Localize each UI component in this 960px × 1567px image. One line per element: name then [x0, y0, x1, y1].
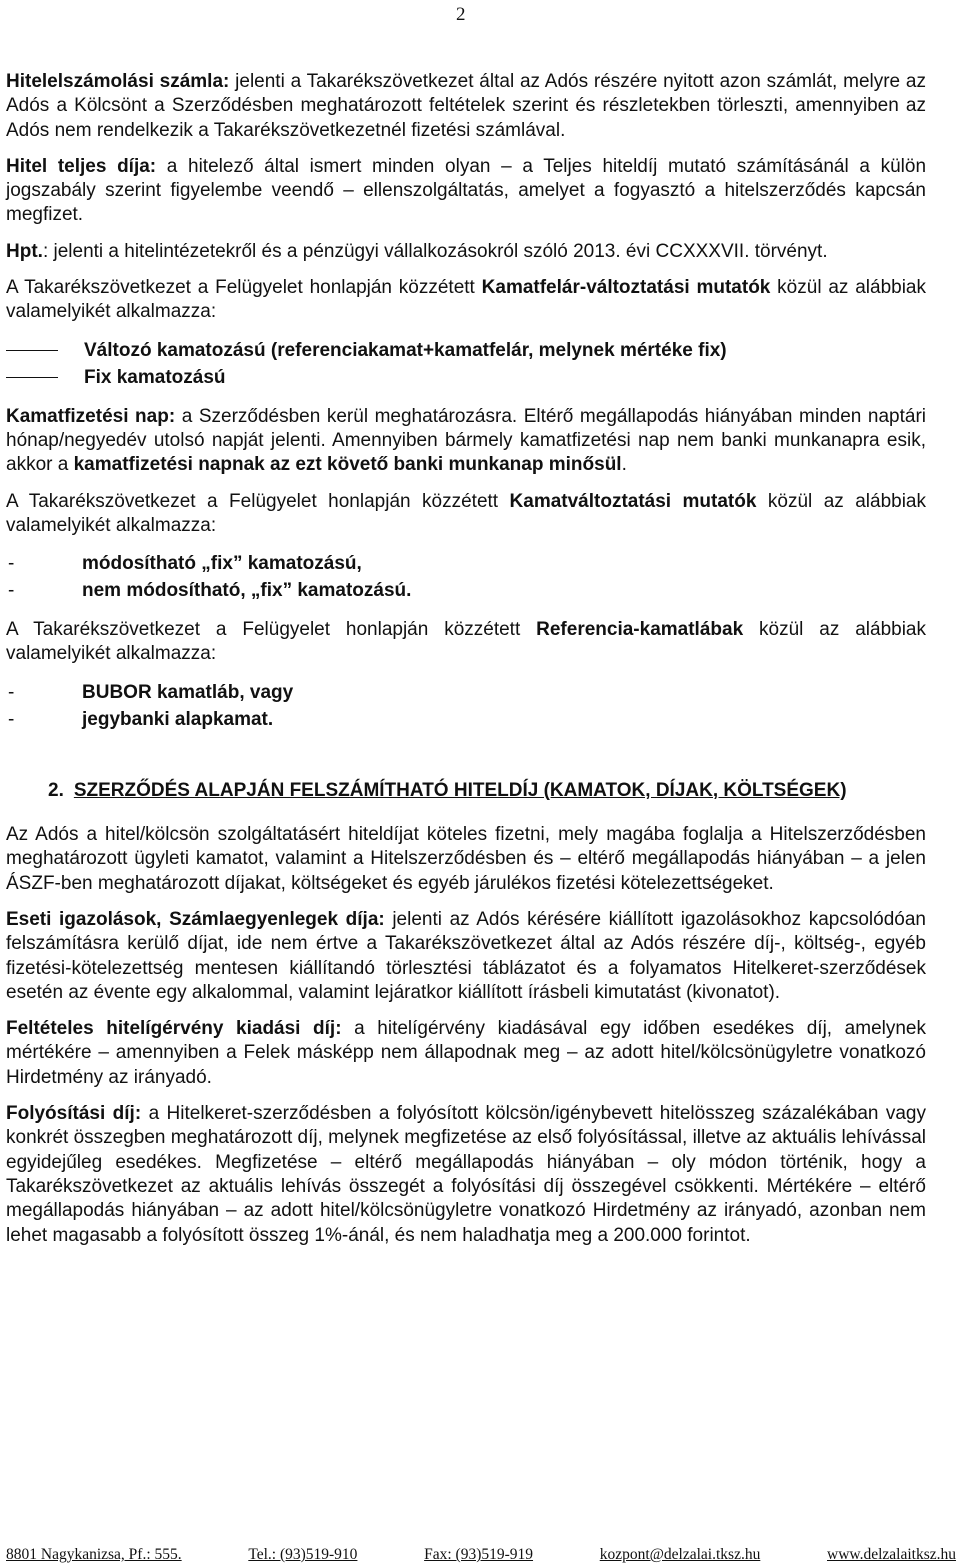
paragraph-bold: Kamatváltoztatási mutatók	[509, 490, 757, 512]
paragraph-bold: Referencia-kamatlábak	[536, 619, 744, 641]
section-heading	[6, 779, 926, 803]
page-footer	[6, 1546, 956, 1564]
paragraph-bold: kamatfizetési napnak az ezt követő banki munkanap minősül	[73, 454, 622, 476]
definition-term: Kamatfizetési nap:	[6, 405, 176, 427]
definition-term: Hitel teljes díja:	[6, 155, 157, 177]
paragraph-text: A Takarékszövetkezet a Felügyelet honlapján közzétett	[6, 619, 537, 641]
footer-address: 8801 Nagykanizsa, Pf.: 555.	[6, 1546, 182, 1563]
page-number: 2	[456, 4, 466, 25]
footer-website: www.delzalaitksz.hu	[827, 1546, 956, 1563]
section-title: SZERZŐDÉS ALAPJÁN FELSZÁMÍTHATÓ HITELDÍJ (KAMATOK, DÍJAK, KÖLTSÉGEK)	[73, 779, 847, 801]
definition-hitel-teljes-dija	[6, 155, 926, 228]
definition-term: Eseti igazolások, Számlaegyenlegek díja:	[6, 908, 385, 930]
list-item: Fix kamatozású	[6, 364, 926, 391]
paragraph-text: közül az alábbiak valamelyikét alkalmazza:	[6, 619, 926, 665]
paragraph-hiteldij: Az Adós a hitel/kölcsön szolgáltatásért hiteldíjat köteles fizetni, mely magába foglalja a Hitelszerződésben meghatározott ügyleti kamatot, valamint a Hitelszerződésben és – eltérő megállapodás hiányában – a jelen ÁSZF-ben meghatározott díjakat, költségeket és egyéb járulékos fizetési kötelezettségeket.	[6, 824, 926, 894]
definition-text: : jelenti a hitelintézetekről és a pénzügyi vállalkozásokról szóló 2013. évi CCXXXVII. törvényt.	[42, 240, 828, 262]
definition-text: a hitelígérvény kiadásával egy időben esedékes díj, amelynek mértékére – amennyiben a Felek másképp nem állapodnak meg – az adott hitel/kölcsönügyletre vonatkozó Hirdetmény az irányadó.	[6, 1018, 926, 1088]
definition-hpt	[6, 240, 926, 264]
section-number: 2.	[48, 779, 64, 801]
paragraph-bold: Kamatfelár-változtatási mutatók	[481, 277, 771, 299]
paragraph-text: A Takarékszövetkezet a Felügyelet honlapján közzétett	[6, 490, 510, 512]
definition-text: jelenti az Adós kérésére kiállított igazolásokhoz kapcsolódóan felszámításra kerülő díjat, ide nem értve a Takarékszövetkezet által az Adós részére díj-, költség-, egyéb fizetési-kötelezettség mentesen kiállítandó törlesztési táblázatot és a folyamatos Hitelkeret-szerződések esetén az évente egy alkalommal, valamint lejáratkor kiállított írásbeli kimutatást (kivonatot).	[6, 908, 926, 1003]
definition-text: a Hitelkeret-szerződésben a folyósított kölcsön/igénybevett hitelösszeg százalékában vagy konkrét összegben meghatározott díj, melynek megfizetése az első folyósítással, illetve az aktuális lehívással egyidejűleg esedékes. Megfizetése – eltérő megállapodás hiányában – oly módon történik, hogy a Takarékszövetkezet az aktuális lehívás összegét a folyósítási díj összegével csökkenti. Mértékére – eltérő megállapodás hiányában – az adott hitel/kölcsönügyletre vonatkozó Hirdetmény az irányadó, azonban nem lehet magasabb a folyósított összeg 1%-ánál, és nem haladhatja meg a 200.000 forintot.	[6, 1103, 926, 1246]
list-item: - nem módosítható, „fix” kamatozású.	[6, 577, 926, 604]
kamatfelar-options-list	[6, 337, 926, 391]
definition-feltételes-higeret	[6, 1017, 926, 1090]
footer-email: kozpont@delzalai.tksz.hu	[599, 1546, 761, 1563]
kamatvaltoztatasi-options-list	[6, 550, 926, 604]
definition-folyositasi-dij	[6, 1102, 926, 1248]
list-item: - jegybanki alapkamat.	[6, 706, 926, 733]
definition-kamatfizetesi-nap	[6, 405, 926, 478]
paragraph-referencia-kamatlabak	[6, 618, 926, 667]
paragraph-text: közül az alábbiak valamelyikét alkalmazza:	[6, 277, 926, 323]
paragraph-text: A Takarékszövetkezet a Felügyelet honlapján közzétett	[6, 277, 482, 299]
definition-text: a Szerződésben kerül meghatározásra. Eltérő megállapodás hiányában minden naptári hónap/negyedév utolsó napját jelenti. Amennyiben bármely kamatfizetési nap nem banki munkanapra esik, akkor a	[6, 405, 926, 476]
definition-text: jelenti a Takarékszövetkezet által az Adós részére nyitott azon számlát, melyre az Adós a Kölcsönt a Szerződésben meghatározott feltételek szerint és részletekben törleszti, amennyiben az Adós nem rendelkezik a Takarékszövetkezetnél fizetési számlával.	[6, 71, 926, 141]
referencia-options-list	[6, 679, 926, 733]
definition-eseti-igazolasok	[6, 908, 926, 1005]
definition-term: Hpt.	[6, 240, 43, 262]
paragraph-kamatvaltoztatasi-mutatok	[6, 490, 926, 539]
definition-text: a hitelező által ismert minden olyan – a Teljes hiteldíj mutató számításánál a külön jogszabály szerint figyelembe veendő – ellenszolgáltatás, amelyet a fogyasztó a hitelszerződés kapcsán megfizet.	[6, 155, 927, 226]
definition-term: Hitelelszámolási számla:	[6, 71, 230, 92]
list-item: - módosítható „fix” kamatozású,	[6, 550, 926, 577]
paragraph-text: közül az alábbiak valamelyikét alkalmazza:	[6, 490, 926, 536]
footer-fax: Fax: (93)519-919	[424, 1546, 534, 1563]
document-body	[6, 70, 926, 1260]
list-item: - BUBOR kamatláb, vagy	[6, 679, 926, 706]
definition-term: Folyósítási díj:	[6, 1103, 142, 1125]
list-item: Változó kamatozású (referenciakamat+kamatfelár, melynek mértéke fix)	[6, 337, 926, 364]
paragraph-kamatfelar-mutatok	[6, 276, 926, 325]
definition-term: Feltételes hitelígérvény kiadási díj:	[6, 1018, 342, 1040]
definition-hitelelszamolasi-szamla	[6, 70, 926, 143]
paragraph-text: .	[621, 454, 627, 476]
footer-phone: Tel.: (93)519-910	[248, 1546, 358, 1563]
